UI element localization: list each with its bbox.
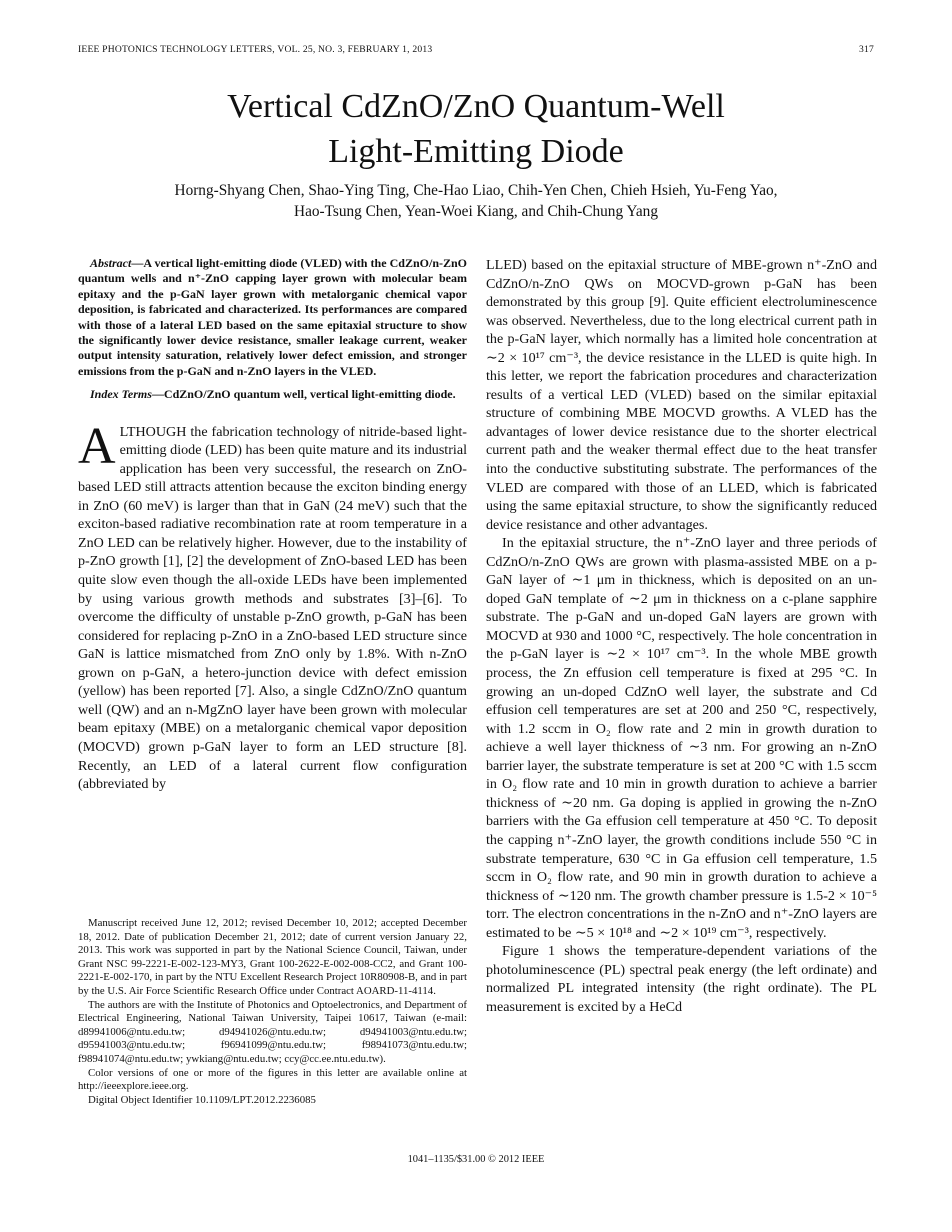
copyright-footer: 1041–1135/$31.00 © 2012 IEEE bbox=[407, 1154, 545, 1165]
index-terms-dash: — bbox=[151, 387, 164, 402]
footnote-color-versions: Color versions of one or more of the figures in this letter are available online at http://ieeexplore.ieee.org. bbox=[78, 1066, 467, 1093]
abstract bbox=[78, 256, 467, 379]
index-terms-label: Index Terms bbox=[90, 387, 152, 402]
introduction-text: LTHOUGH the fabrication technology of nitride-based light-emitting diode (LED) has been quite mature and its industrial application has been very successful, the research on ZnO-based LED still attracts attention because the exciton binding energy in ZnO (60 meV) is larger than that in GaN (24 meV) such that the exciton-based radiative recombination rate at room temperature in a ZnO LED can be relatively higher. However, due to the instability of p-ZnO growth [1], [2] the development of ZnO-based LED has been quite slow even though the all-oxide LEDs have been implemented by using various growth methods and substrates [3]–[6]. To overcome the difficulty of unstable p-ZnO growth, p-GaN has been considered for replacing p-ZnO in a ZnO-based LED structure since GaN is lattice mismatched from ZnO only by 1.8%. With n-ZnO grown on p-GaN, a hetero-junction device with defect emission (yellow) has been reported [7]. Also, a single CdZnO/ZnO quantum well (QW) and an n-MgZnO layer have been grown with molecular beam epitaxy (MBE) on a metalorganic chemical vapor deposition (MOCVD) grown p-GaN layer to form an LED structure [8]. Recently, an LED of a lateral current flow configuration (abbreviated by bbox=[78, 423, 467, 793]
abstract-dash: — bbox=[131, 256, 144, 270]
body-paragraph-3: Figure 1 shows the temperature-dependent variations of the photoluminescence (PL) spectral peak energy (the left ordinate) and normalized PL integrated intensity (the right ordinate). The PL measurement is excited by a HeCd bbox=[486, 943, 877, 1015]
body-paragraph-1: LLED) based on the epitaxial structure of MBE-grown n⁺-ZnO and CdZnO/n-ZnO QWs on MOCVD-grown p-GaN has been demonstrated by this group [9]. Quite efficient electroluminescence was observed. Nevertheless, due to the long electrical current path in the p-GaN layer, which normally has a limited hole concentration at ∼2 × 10¹⁷ cm⁻³, the device resistance in the LLED is quite high. In this letter, we report the fabrication procedures and characterization results of a vertical LED (VLED) based on the similar epitaxial structure of combining MBE MOCVD growths. A VLED has the advantages of lower device resistance due to the shorter electrical current path and the weaker thermal effect due to the heat transfer into the conductive substituting substrate. The performances of the VLED are compared with those of an LLED, which is fabricated using the same epitaxial structure, to show the significantly reduced device resistance and other advantages. bbox=[486, 257, 877, 533]
footnote-affiliations: The authors are with the Institute of Photonics and Optoelectronics, and Department of Electrical Engineering, National Taiwan University, Taipei 10617, Taiwan (e-mail: d89941006@ntu.edu.tw; d94941026@ntu.edu.tw; d94941003@ntu.edu.tw; d95941003@ntu.edu.tw; f96941099@ntu.edu.tw; f98941073@ntu.edu.tw; f98941074@ntu.edu.tw; ywkiang@ntu.edu.tw; ccy@cc.ee.ntu.edu.tw). bbox=[78, 998, 467, 1065]
paper-title bbox=[0, 84, 952, 174]
footnote-doi: Digital Object Identifier 10.1109/LPT.2012.2236085 bbox=[88, 1093, 316, 1106]
introduction-paragraph bbox=[78, 417, 467, 794]
index-terms bbox=[78, 387, 467, 402]
title-line-1: Vertical CdZnO/ZnO Quantum-Well bbox=[227, 88, 725, 125]
right-column bbox=[486, 256, 877, 1016]
title-line-2: Light-Emitting Diode bbox=[328, 133, 624, 170]
footnote-manuscript: Manuscript received June 12, 2012; revised December 10, 2012; accepted December 18, 2012. Date of publication December 21, 2012; date of current version January 22, 2013. This work was supported in part by the National Science Council, Taiwan, under Grant NSC 99-2221-E-002-123-MY3, Grant 100-2622-E-002-008-CC2, and Grant 100-2221-E-002-170, in part by the NTU Excellent Research Project 10R80908-B, and in part by the U.S. Air Force Scientific Research Office under Contract AOARD-11-4114. bbox=[78, 917, 467, 997]
page-number: 317 bbox=[859, 44, 874, 55]
running-head bbox=[78, 44, 874, 55]
body-paragraph-2: In the epitaxial structure, the n⁺-ZnO layer and three periods of CdZnO/n-ZnO QWs are grown with plasma-assisted MBE on a p-GaN layer of ∼1 μm in thickness, which is deposited on an un-doped GaN template of ∼2 μm in thickness on a c-plane sapphire substrate. The p-GaN and un-doped GaN layers are grown with MOCVD at 930 and 1000 °C, respectively. The hole concentration in the p-GaN layer is ∼2 × 10¹⁷ cm⁻³. In the whole MBE growth process, the Zn effusion cell temperature is fixed at 295 °C. In growing an un-doped CdZnO well layer, the substrate and Cd effusion cell temperatures are set at 200 and 250 °C, respectively, with 1.2 sccm in O₂ flow rate and 2 min in growth duration to achieve a well layer thickness of ∼3 nm. For growing an n-ZnO barrier layer, the substrate temperature is set at 200 °C with 1.5 sccm in O₂ flow rate and 10 min in growth duration to achieve a barrier thickness of ∼20 nm. Ga doping is applied in growing the n-ZnO barriers with the Ga effusion cell temperature at 450 °C. To deposit the capping n⁺-ZnO layer, the growth conditions include 550 °C in substrate temperature, 630 °C in Ga effusion cell temperature, 1.5 sccm in O₂ flow rate, and 90 min in growth duration to achieve a thickness of ∼120 nm. The growth chamber pressure is 1.5-2 × 10⁻⁵ torr. The electron concentrations in the n-ZnO and n⁺-ZnO layers are estimated to be ∼5 × 10¹⁸ and ∼2 × 10¹⁹ cm⁻³, respectively. bbox=[486, 535, 877, 941]
journal-info: IEEE PHOTONICS TECHNOLOGY LETTERS, VOL. 25, NO. 3, FEBRUARY 1, 2013 bbox=[78, 44, 433, 55]
abstract-text: A vertical light-emitting diode (VLED) with the CdZnO/n-ZnO quantum wells and n⁺-ZnO capping layer grown with molecular beam epitaxy and the p-GaN layer grown with metalorganic chemical vapor deposition, is fabricated and characterized. Its performances are compared with those of a lateral LED based on the same epitaxial structure to show the significantly lower device resistance, smaller leakage current, weaker output intensity saturation, relatively lower defect emission, and stronger emissions from the p-GaN and n-ZnO layers in the VLED. bbox=[78, 256, 467, 378]
authors-line-1: Horng-Shyang Chen, Shao-Ying Ting, Che-Hao Liao, Chih-Yen Chen, Chieh Hsieh, Yu-Feng Yao, bbox=[174, 182, 778, 199]
author-list bbox=[80, 181, 872, 222]
left-column bbox=[78, 256, 467, 794]
index-terms-text: CdZnO/ZnO quantum well, vertical light-emitting diode. bbox=[163, 387, 456, 402]
first-page-footnotes bbox=[78, 917, 467, 1107]
authors-line-2: Hao-Tsung Chen, Yean-Woei Kiang, and Chih-Chung Yang bbox=[294, 202, 658, 220]
drop-cap: A bbox=[78, 417, 116, 475]
abstract-label: Abstract bbox=[90, 256, 132, 270]
